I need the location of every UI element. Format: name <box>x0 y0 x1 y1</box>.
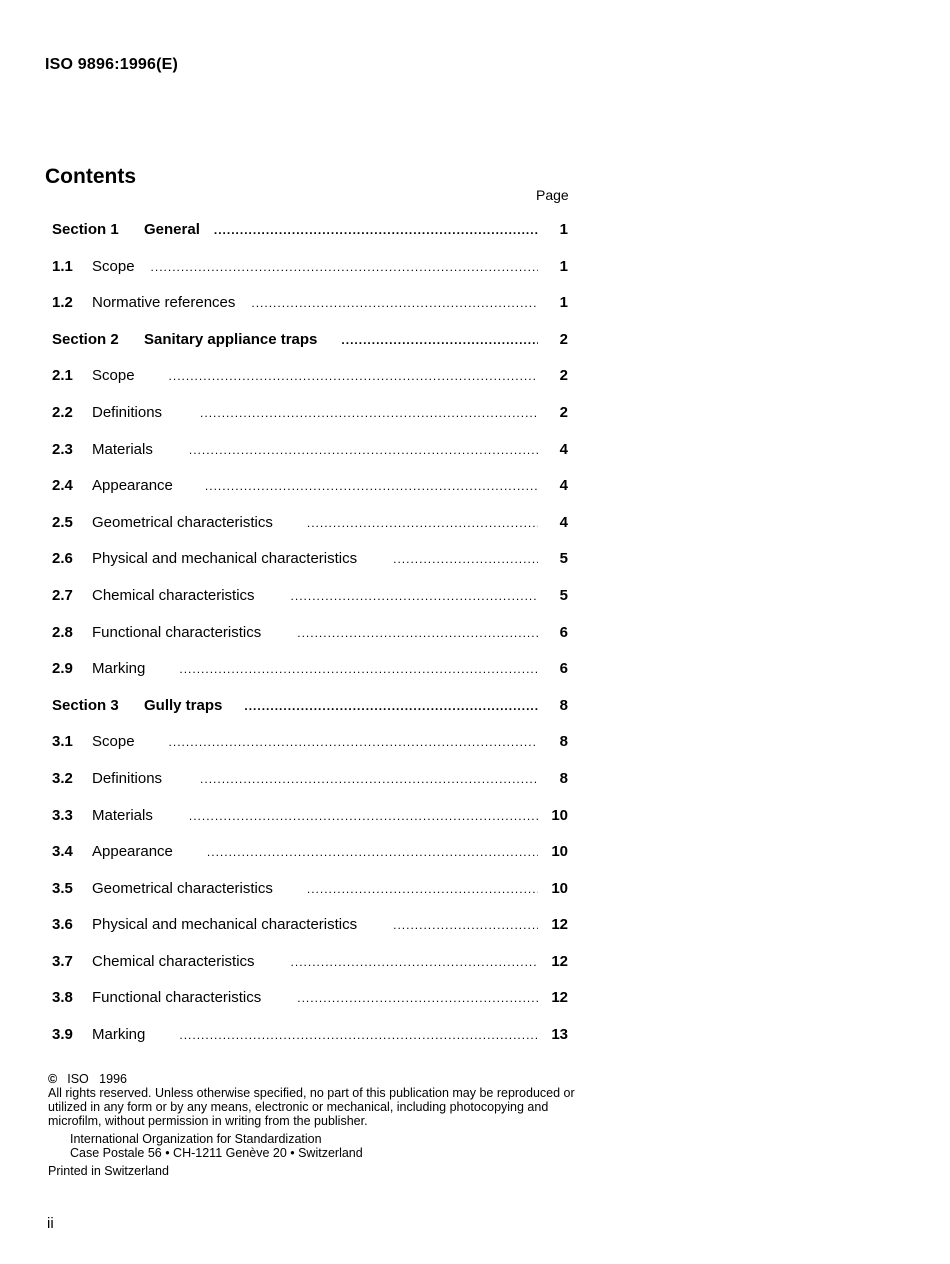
toc-dot-leader <box>341 322 538 359</box>
toc-title: Marking <box>92 1026 146 1044</box>
toc-title: Physical and mechanical characteristics <box>92 550 358 568</box>
copyright-block <box>48 1072 578 1178</box>
toc-page-number: 10 <box>551 843 568 861</box>
toc-number: 2.3 <box>52 440 73 458</box>
toc-dot-leader <box>251 285 538 322</box>
toc-item-row <box>52 615 574 652</box>
toc-page-number: 12 <box>551 952 568 970</box>
toc-number: 3.6 <box>52 916 73 934</box>
toc-number: 3.1 <box>52 733 73 751</box>
toc-number: 3.7 <box>52 952 73 970</box>
toc-title: General <box>144 221 200 238</box>
toc-page-number: 1 <box>559 257 568 275</box>
toc-title: Sanitary appliance traps <box>144 330 318 348</box>
toc-dot-leader <box>200 395 538 432</box>
toc-item-row <box>52 249 574 286</box>
toc-page-number: 12 <box>551 916 568 934</box>
toc-dot-leader <box>200 761 538 798</box>
toc-dot-leader <box>291 578 538 615</box>
toc-dot-leader <box>244 688 538 725</box>
toc-title: Geometrical characteristics <box>92 879 273 897</box>
toc-item-row <box>52 358 574 395</box>
organization-address: Case Postale 56 • CH-1211 Genève 20 • Switzerland <box>70 1146 363 1160</box>
toc-number: 3.8 <box>52 989 73 1007</box>
toc-number: 3.9 <box>52 1026 73 1044</box>
toc-item-row <box>52 285 574 322</box>
toc-item-row <box>52 651 574 688</box>
toc-title: Scope <box>92 367 135 385</box>
toc-item-row <box>52 834 574 871</box>
toc-dot-leader <box>307 505 538 542</box>
toc-dot-leader <box>297 980 538 1017</box>
toc-number: 1.1 <box>52 257 73 275</box>
toc-dot-leader <box>291 944 538 981</box>
toc-number: 2.6 <box>52 550 73 568</box>
toc-title: Functional characteristics <box>92 623 262 641</box>
toc-page-number: 8 <box>559 733 568 751</box>
toc-number: 3.2 <box>52 769 73 787</box>
toc-item-row <box>52 395 574 432</box>
toc-section-row <box>52 688 574 725</box>
toc-title: Geometrical characteristics <box>92 513 273 531</box>
toc-number: 1.2 <box>52 294 73 312</box>
toc-dot-leader <box>179 1017 538 1054</box>
copyright-notice: All rights reserved. Unless otherwise specified, no part of this publication may be reproduced or utilized in any form or by any means, electronic or mechanical, including photocopying and microfilm, without permission in writing from the publisher. <box>48 1086 575 1128</box>
toc-title: Appearance <box>92 477 173 495</box>
toc-dot-leader <box>393 541 538 578</box>
toc-page-number: 2 <box>559 330 568 348</box>
toc-item-row <box>52 980 574 1017</box>
toc-number: Section 1 <box>52 221 119 238</box>
toc-dot-leader <box>205 468 538 505</box>
toc-number: 2.9 <box>52 660 73 678</box>
toc-page-number: 2 <box>559 367 568 385</box>
toc-item-row <box>52 871 574 908</box>
toc-number: 2.7 <box>52 586 73 604</box>
document-id: ISO 9896:1996(E) <box>45 56 179 73</box>
toc-number: Section 2 <box>52 330 119 348</box>
toc-page-number: 6 <box>559 660 568 678</box>
toc-title: Gully traps <box>144 696 223 714</box>
toc-item-row <box>52 944 574 981</box>
toc-number: 2.2 <box>52 403 73 421</box>
toc-number: Section 3 <box>52 696 119 714</box>
toc-item-row <box>52 468 574 505</box>
toc-dot-leader <box>393 907 538 944</box>
toc-page-number: 4 <box>559 477 568 495</box>
toc-dot-leader <box>169 724 538 761</box>
toc-title: Physical and mechanical characteristics <box>92 916 358 934</box>
contents-heading: Contents <box>45 165 136 188</box>
toc-page-number: 5 <box>559 550 568 568</box>
toc-page-number: 1 <box>559 294 568 312</box>
toc-item-row <box>52 541 574 578</box>
toc-title: Normative references <box>92 294 236 312</box>
toc-dot-leader <box>179 651 538 688</box>
toc-title: Scope <box>92 733 135 751</box>
toc-page-number: 5 <box>559 586 568 604</box>
organization-name: International Organization for Standardization <box>70 1132 322 1146</box>
toc-item-row <box>52 761 574 798</box>
toc-number: 2.8 <box>52 623 73 641</box>
toc-item-row <box>52 578 574 615</box>
toc-title: Marking <box>92 660 146 678</box>
page-folio: ii <box>47 1215 54 1232</box>
printed-location: Printed in Switzerland <box>48 1164 169 1178</box>
toc-title: Materials <box>92 806 153 824</box>
toc-title: Functional characteristics <box>92 989 262 1007</box>
toc-number: 3.5 <box>52 879 73 897</box>
page-column-label: Page <box>536 187 569 203</box>
toc-title: Materials <box>92 440 153 458</box>
toc-item-row <box>52 907 574 944</box>
toc-page-number: 8 <box>559 769 568 787</box>
toc-item-row <box>52 505 574 542</box>
toc-dot-leader <box>151 249 538 286</box>
toc-dot-leader <box>297 615 538 652</box>
toc-page-number: 4 <box>559 513 568 531</box>
toc-number: 3.4 <box>52 843 73 861</box>
toc-dot-leader <box>307 871 538 908</box>
toc-page-number: 13 <box>551 1026 568 1044</box>
toc-dot-leader <box>189 798 538 835</box>
toc-title: Definitions <box>92 403 163 421</box>
toc-title: Scope <box>92 257 135 275</box>
toc-title: Definitions <box>92 769 163 787</box>
toc-page-number: 1 <box>559 221 568 238</box>
toc-section-row <box>52 322 574 359</box>
toc-dot-leader <box>189 432 538 469</box>
toc-title: Appearance <box>92 843 173 861</box>
toc-page-number: 8 <box>559 696 568 714</box>
table-of-contents <box>52 212 574 1054</box>
toc-dot-leader <box>207 834 538 871</box>
toc-title: Chemical characteristics <box>92 586 255 604</box>
toc-title: Chemical characteristics <box>92 952 255 970</box>
toc-number: 3.3 <box>52 806 73 824</box>
toc-page-number: 2 <box>559 403 568 421</box>
toc-page-number: 10 <box>551 879 568 897</box>
toc-item-row <box>52 432 574 469</box>
copyright-line <box>48 1072 578 1086</box>
toc-dot-leader <box>169 358 538 395</box>
toc-page-number: 10 <box>551 806 568 824</box>
toc-item-row <box>52 1017 574 1054</box>
copyright-symbol: © <box>48 1072 58 1086</box>
toc-number: 2.5 <box>52 513 73 531</box>
toc-page-number: 6 <box>559 623 568 641</box>
toc-item-row <box>52 724 574 761</box>
toc-dot-leader <box>214 212 538 249</box>
toc-page-number: 12 <box>551 989 568 1007</box>
toc-section-row <box>52 212 574 249</box>
toc-page-number: 4 <box>559 440 568 458</box>
toc-number: 2.1 <box>52 367 73 385</box>
toc-item-row <box>52 798 574 835</box>
copyright-owner-year: ISO 1996 <box>67 1072 127 1086</box>
toc-number: 2.4 <box>52 477 73 495</box>
